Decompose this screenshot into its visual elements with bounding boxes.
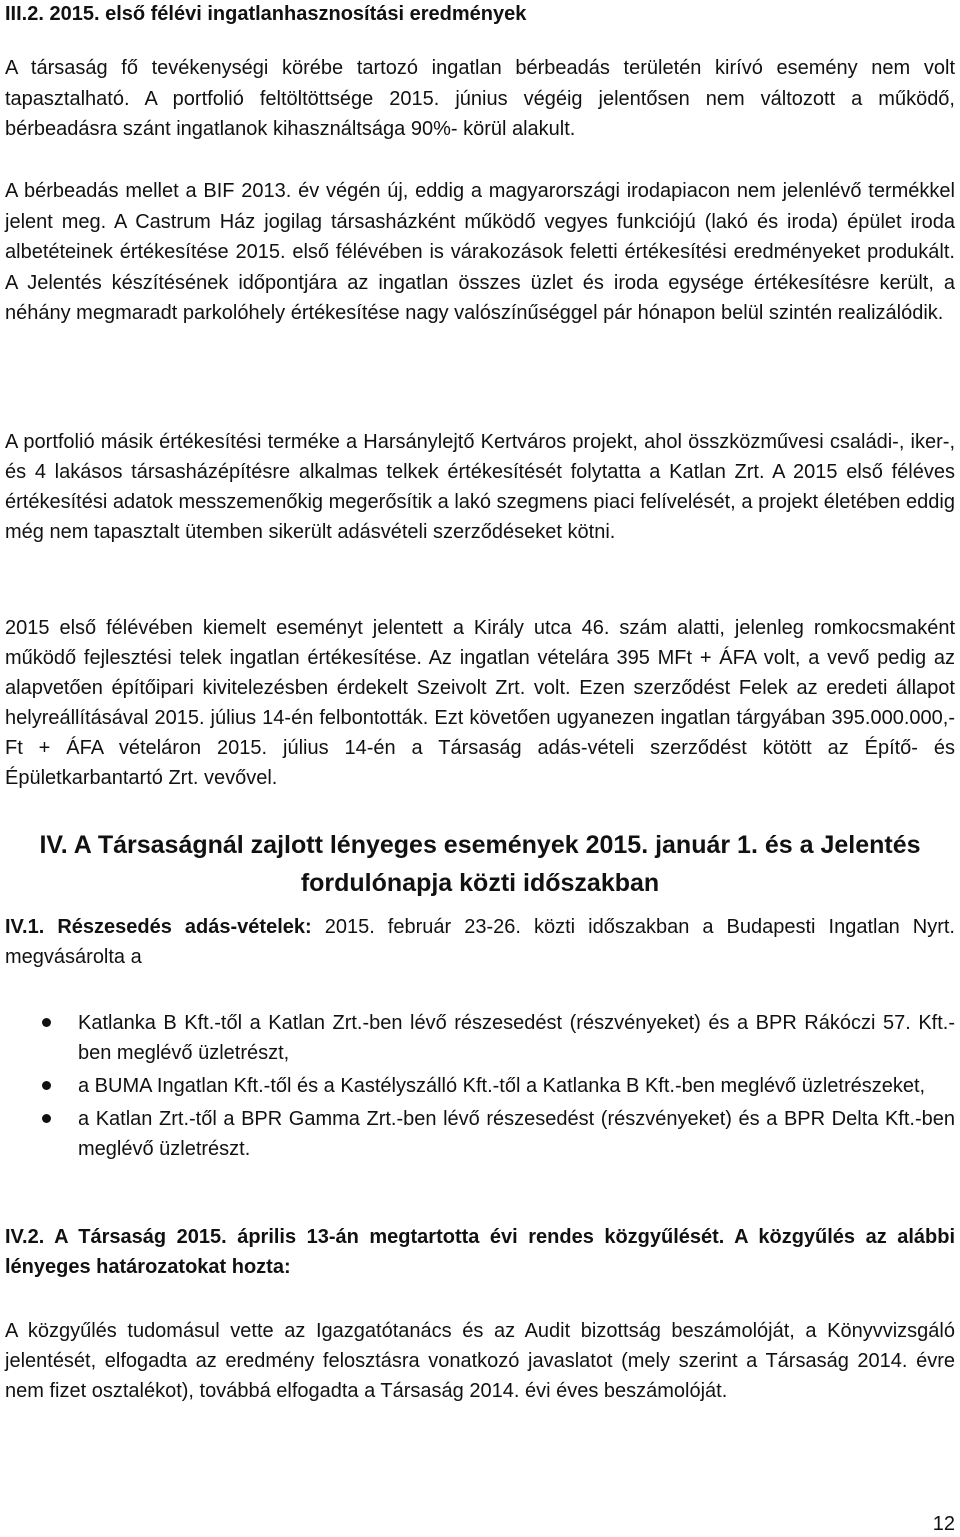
paragraph-castrum-haz: A bérbeadás mellet a BIF 2013. év végén új, eddig a magyarországi irodapiacon nem jelenlévő termékkel jelent meg. A Castrum Ház jogilag társasházként működő vegyes funkciójú (lakó és iroda) épület iroda albetéteinek értékesítése 2015. első félévében is várakozások feletti értékesítési eredményeket produkált. A Jelentés készítésének időpontjára az ingatlan összes üzlet és iroda egysége értékesítésre került, a néhány megmaradt parkolóhely értékesítése nagy valószínűséggel pár hónapon belül szintén realizálódik.: [5, 180, 955, 324]
list-item-text: Katlanka B Kft.-től a Katlan Zrt.-ben lévő részesedést (részvényeket) és a BPR Rákóczi 57. Kft.-ben meglévő üzletrészt,: [78, 1012, 955, 1064]
subsection-iv1-label: IV.1. Részesedés adás-vételek:: [5, 916, 312, 938]
list-item: [5, 1104, 955, 1164]
subsection-iv2: IV.2. A Társaság 2015. április 13-án megtartotta évi rendes közgyűlését. A közgyűlés az alábbi lényeges határozatokat hozta:: [5, 1226, 955, 1278]
main-heading-line2: fordulónapja közti időszakban: [300, 869, 660, 897]
bullet-icon: [42, 1018, 51, 1027]
section-heading-iii2: III.2. 2015. első félévi ingatlanhasznosítási eredmények: [5, 3, 527, 25]
subsection-iv1-text: 2015. február 23-26. közti időszakban a Budapesti Ingatlan Nyrt. megvásárolta a: [5, 916, 955, 968]
paragraph-shareholders-meeting: A közgyűlés tudomásul vette az Igazgatótanács és az Audit bizottság beszámolóját, a Könyvvizsgáló jelentését, elfogadta az eredmény felosztásra vonatkozó javaslatot (mely szerint a Társaság 2014. évre nem fizet osztalékot), továbbá elfogadta a Társaság 2014. évi éves beszámolóját.: [5, 1320, 955, 1402]
bullet-icon: [42, 1081, 51, 1090]
list-item: [5, 1071, 955, 1101]
main-heading-line1: IV. A Társaságnál zajlott lényeges események 2015. január 1. és a Jelentés: [39, 831, 921, 859]
paragraph-rental-events: A társaság fő tevékenységi körébe tartozó ingatlan bérbeadás területén kirívó esemény nem volt tapasztalható. A portfolió feltöltöttsége 2015. június végéig jelentősen nem változott a működő, bérbeadásra szánt ingatlanok kihasználtsága 90%- körül alakult.: [5, 57, 955, 140]
subsection-iv1: [5, 912, 955, 972]
page-number: 12: [932, 1513, 955, 1535]
list-item-text: a BUMA Ingatlan Kft.-től és a Kastélyszálló Kft.-től a Katlanka B Kft.-ben meglévő üzletrészeket,: [78, 1075, 926, 1097]
main-heading-iv: [5, 826, 955, 902]
paragraph-kiraly-utca: 2015 első félévében kiemelt eseményt jelentett a Király utca 46. szám alatti, jelenleg romkocsmaként működő fejlesztési telek ingatlan értékesítése. Az ingatlan vételára 395 MFt + ÁFA volt, a vevő pedig az alapvetően építőipari kivitelezésben érdekelt Szeivolt Zrt. volt. Ezen szerződést Felek az eredeti állapot helyreállításával 2015. július 14-én felbontották. Ezt követően ugyanezen ingatlan tárgyában 395.000.000,-Ft + ÁFA vételáron 2015. július 14-én a Társaság adás-vételi szerződést kötött az Építő- és Épületkarbantartó Zrt. vevővel.: [5, 617, 955, 789]
acquisition-list: [5, 1008, 955, 1167]
list-item-text: a Katlan Zrt.-től a BPR Gamma Zrt.-ben lévő részesedést (részvényeket) és a BPR Delta Kft.-ben meglévő üzletrészt.: [78, 1108, 955, 1160]
bullet-icon: [42, 1114, 51, 1123]
paragraph-harsanylejto: A portfolió másik értékesítési terméke a Harsánylejtő Kertváros projekt, ahol összközművesi családi-, iker-, és 4 lakásos társasházépítésre alkalmas telkek értékesítését folytatta a Katlan Zrt. A 2015 első féléves értékesítési adatok messzemenőkig megerősítik a lakó szegmens piaci felívelését, a projekt életében eddig még nem tapasztalt ütemben sikerült adásvételi szerződéseket kötni.: [5, 431, 955, 543]
list-item: [5, 1008, 955, 1068]
